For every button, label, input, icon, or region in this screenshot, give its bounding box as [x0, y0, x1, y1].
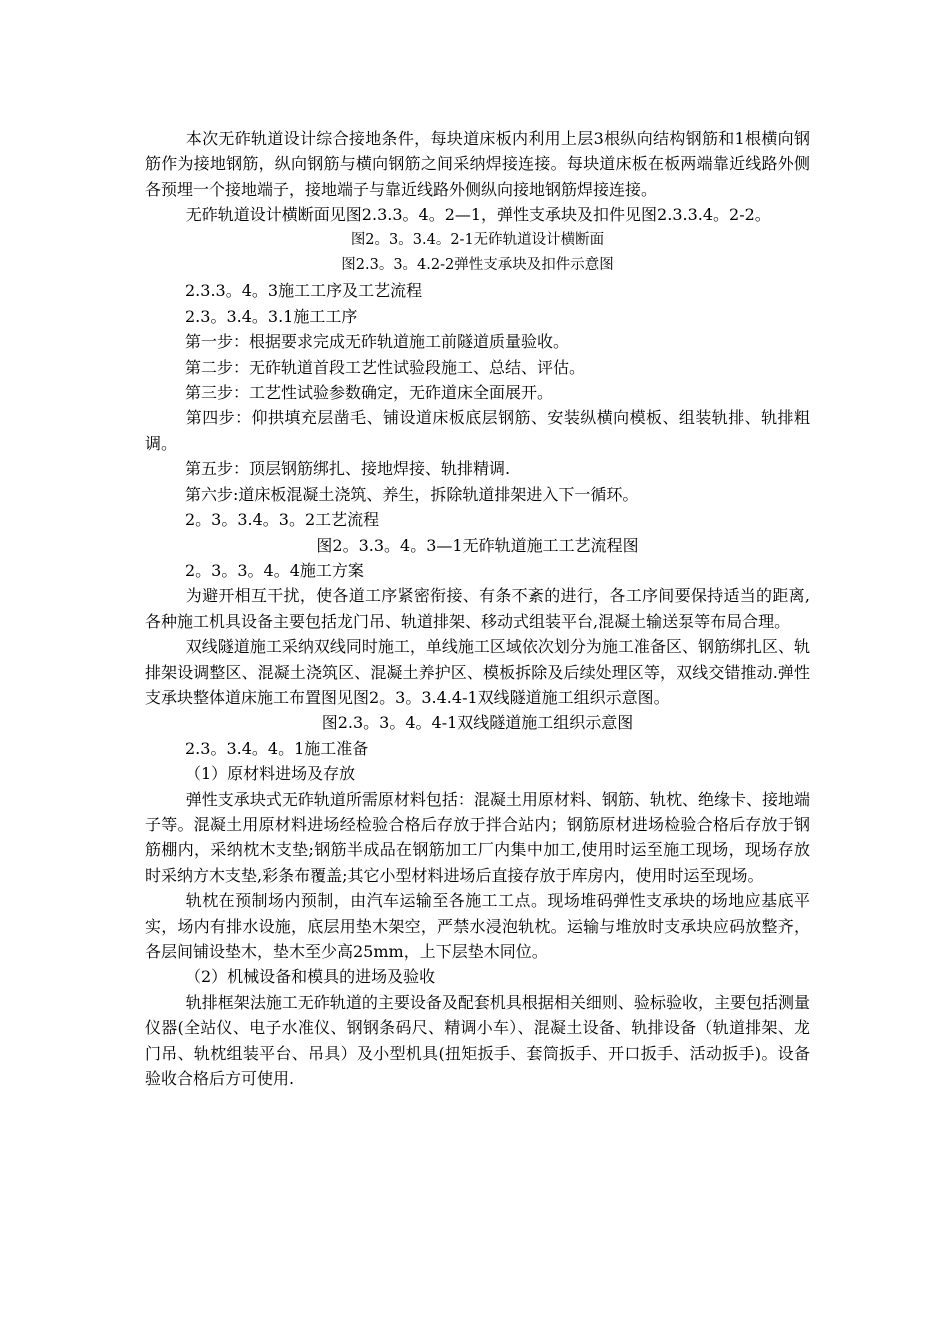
section-heading: 2.3。3.4。3.1施工工序	[185, 306, 358, 326]
section-heading: 2.3。3.4。4。1施工准备	[185, 738, 369, 758]
figure-caption: 图2。3。3.4。2-1无砟轨道设计横断面	[350, 231, 605, 248]
paragraph-cross-section: 无砟轨道设计横断面见图2.3.3。4。2—1，弹性支承块及扣件见图2.3.3.4。2-2。	[185, 205, 771, 225]
step-item: 第六步:道床板混凝土浇筑、养生，拆除轨道排架进入下一循环。	[185, 484, 639, 504]
section-heading: 2.3.3。4。3施工工序及工艺流程	[185, 281, 423, 301]
section-heading: 2。3。3。4。4施工方案	[185, 560, 364, 580]
step-item: 第一步：根据要求完成无砟轨道施工前隧道质量验收。	[185, 332, 570, 352]
step-item: 第二步：无砟轨道首段工艺性试验段施工、总结、评估。	[185, 357, 586, 377]
paragraph-grounding: 本次无砟轨道设计综合接地条件，每块道床板内利用上层3根纵向结构钢筋和1根横向钢筋作为接地钢筋，纵向钢筋与横向钢筋之间采纳焊接连接。每块道床板在板两端靠近线路外侧各预埋一个接地端子，接地端子与靠近线路外侧纵向接地钢筋焊接连接。	[145, 129, 810, 199]
paragraph-plan: 为避开相互干扰，使各道工序紧密衔接、有条不紊的进行，各工序间要保持适当的距离,各种施工机具设备主要包括龙门吊、轨道排架、移动式组装平台,混凝土输送泵等布局合理。	[145, 586, 810, 631]
figure-caption: 图2。3.3。4。3—1无砟轨道施工工艺流程图	[316, 535, 639, 555]
figure-caption: 图2.3。3。4。4-1双线隧道施工组织示意图	[321, 713, 634, 733]
subsection-heading: （1）原材料进场及存放	[185, 764, 356, 784]
step-item: 第三步：工艺性试验参数确定，无砟道床全面展开。	[185, 383, 554, 403]
paragraph-sleepers: 轨枕在预制场内预制，由汽车运输至各施工工点。现场堆码弹性支承块的场地应基底平实，场内有排水设施，底层用垫木架空，严禁水浸泡轨枕。运输与堆放时支承块应码放整齐，各层间铺设垫木，垫木至少高25mm，上下层垫木同位。	[145, 891, 810, 961]
step-item: 第四步：仰拱填充层凿毛、铺设道床板底层钢筋、安装纵横向模板、组装轨排、轨排粗调。	[145, 408, 810, 453]
section-heading: 2。3。3.4。3。2工艺流程	[185, 510, 380, 530]
document-body	[145, 126, 810, 1091]
figure-caption: 图2.3。3。4.2-2弹性支承块及扣件示意图	[341, 257, 614, 274]
paragraph-materials: 弹性支承块式无砟轨道所需原材料包括：混凝土用原材料、钢筋、轨枕、绝缘卡、接地端子等。混凝土用原材料进场经检验合格后存放于拌合站内；钢筋原材进场检验合格后存放于钢筋棚内，采纳枕木支垫;钢筋半成品在钢筋加工厂内集中加工,使用时运至施工现场，现场存放时采纳方木支垫,彩条布覆盖;其它小型材料进场后直接存放于库房内，使用时运至现场。	[145, 789, 810, 885]
paragraph-equipment: 轨排框架法施工无砟轨道的主要设备及配套机具根据相关细则、验标验收，主要包括测量仪器(全站仪、电子水准仪、钢钢条码尺、精调小车）、混凝土设备、轨排设备（轨道排架、龙门吊、轨枕组装平台、吊具）及小型机具(扭矩扳手、套筒扳手、开口扳手、活动扳手)。设备验收合格后方可使用.	[145, 992, 810, 1089]
subsection-heading: （2）机械设备和模具的进场及验收	[185, 967, 436, 987]
step-item: 第五步：顶层钢筋绑扎、接地焊接、轨排精调.	[185, 459, 511, 479]
paragraph-double-line: 双线隧道施工采纳双线同时施工，单线施工区域依次划分为施工准备区、钢筋绑扎区、轨排架设调整区、混凝土浇筑区、混凝土养护区、模板拆除及后续处理区等，双线交错推动.弹性支承块整体道床施工布置图见图2。3。3.4.4-1双线隧道施工组织示意图。	[145, 637, 810, 707]
